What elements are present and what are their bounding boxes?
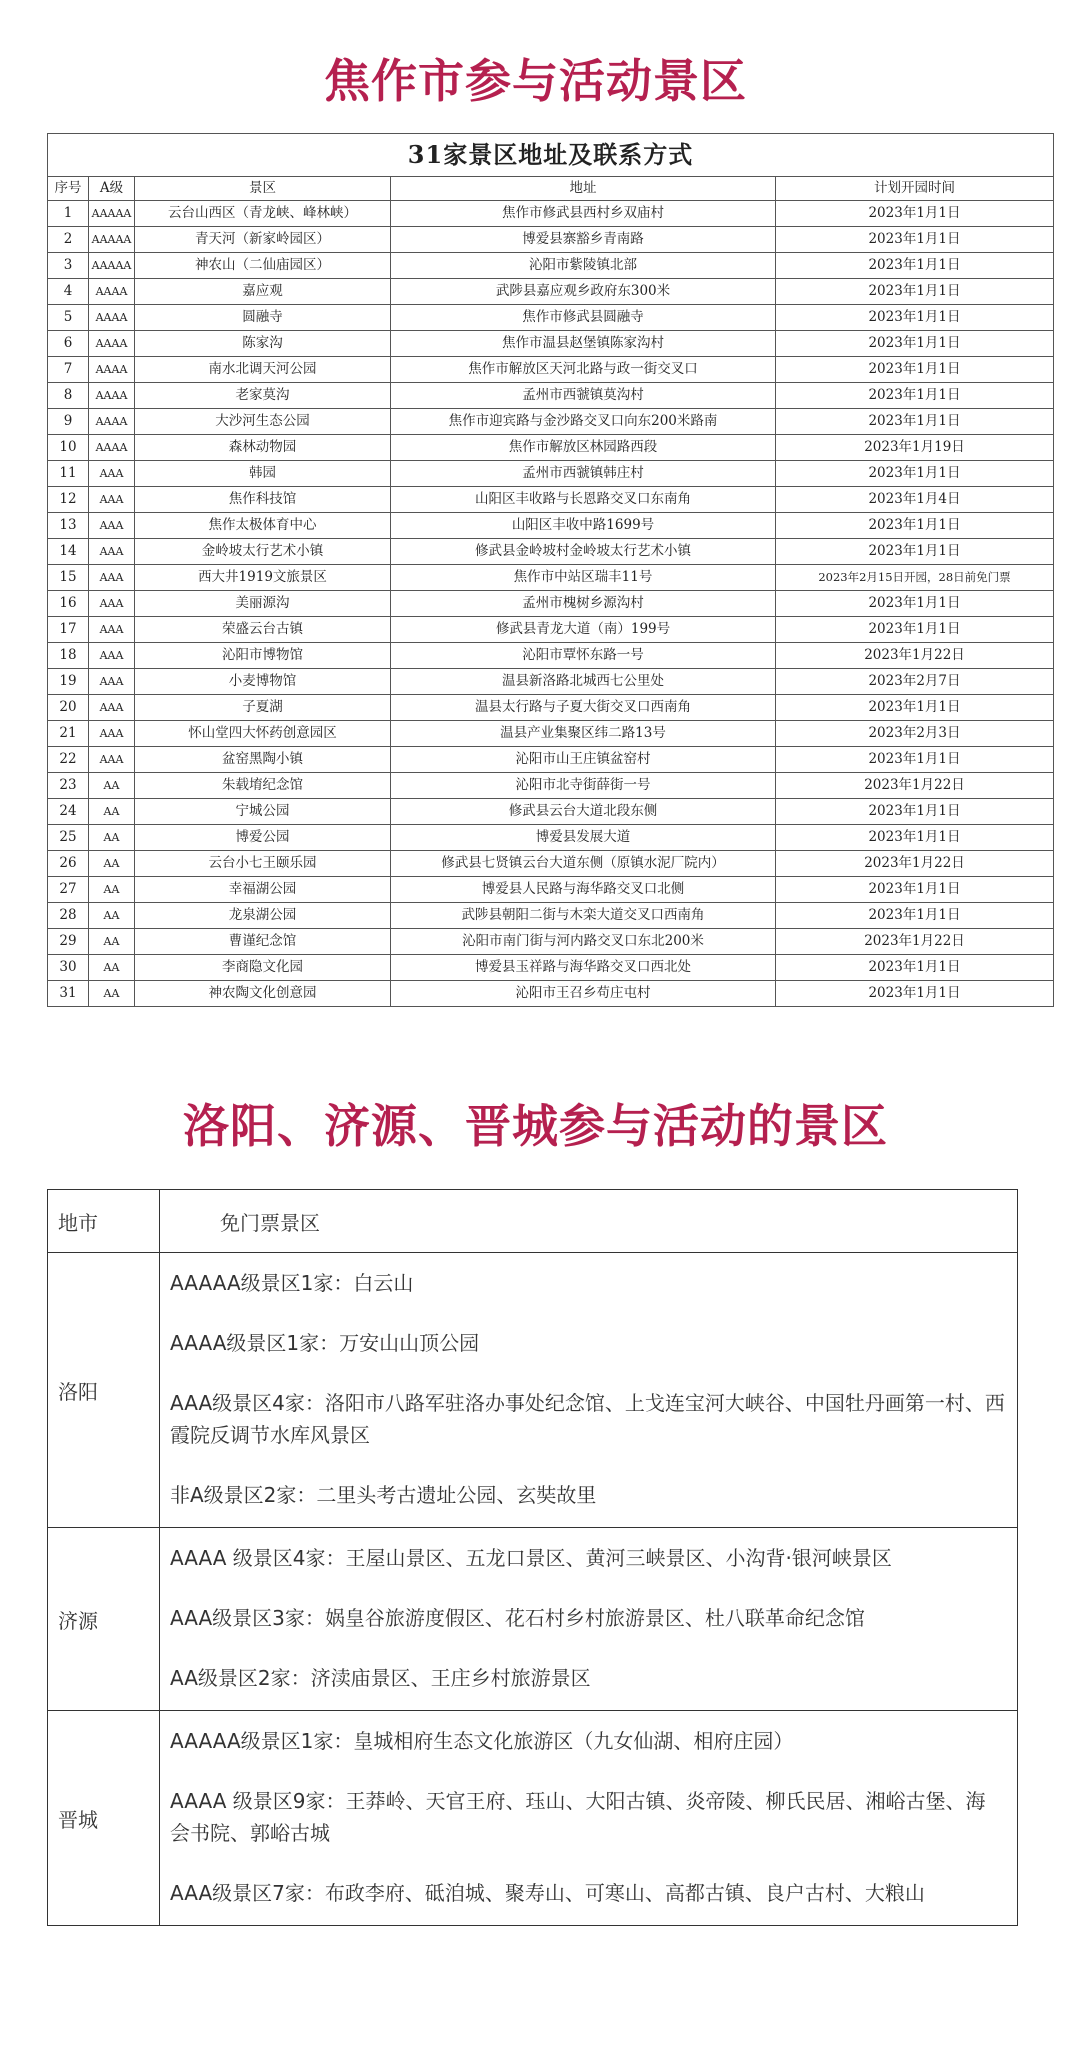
scenic-level-line: AAAA 级景区4家：王屋山景区、五龙口景区、黄河三峡景区、小沟背·银河峡景区 [170,1546,892,1570]
opening-date: 2023年1月1日 [776,799,1054,825]
opening-date: 2023年1月1日 [776,331,1054,357]
row-number: 28 [48,903,89,929]
opening-date: 2023年1月1日 [776,409,1054,435]
address: 焦作市温县赵堡镇陈家沟村 [391,331,776,357]
table-row [48,305,1054,331]
opening-date: 2023年1月1日 [776,617,1054,643]
address: 武陟县朝阳二街与木栾大道交叉口西南角 [391,903,776,929]
a-level: AAAA [89,357,135,383]
row-number: 12 [48,487,89,513]
table-header-row [48,177,1054,201]
scenic-level-line: AAAA 级景区9家：王莽岭、天官王府、珏山、大阳古镇、炎帝陵、柳氏民居、湘峪古堡、海会书院、郭峪古城 [170,1789,986,1845]
header-city: 地市 [48,1190,160,1253]
opening-date: 2023年1月1日 [776,695,1054,721]
row-number: 27 [48,877,89,903]
scenic-name: 神农陶文化创意园 [135,981,391,1007]
opening-date: 2023年2月7日 [776,669,1054,695]
row-number: 15 [48,565,89,591]
scenic-name: 子夏湖 [135,695,391,721]
address: 温县太行路与子夏大街交叉口西南角 [391,695,776,721]
row-number: 6 [48,331,89,357]
opening-date: 2023年1月1日 [776,227,1054,253]
header-cell: 序号 [48,177,89,201]
scenic-name: 青天河（新家岭园区） [135,227,391,253]
scenic-level-line: AAA级景区3家：娲皇谷旅游度假区、花石村乡村旅游景区、杜八联革命纪念馆 [170,1606,865,1630]
a-level: AAA [89,695,135,721]
opening-date: 2023年1月1日 [776,825,1054,851]
a-level: AAAA [89,279,135,305]
row-number: 2 [48,227,89,253]
header-cell: A级 [89,177,135,201]
page-title-jiaozuo: 焦作市参与活动景区 [324,54,747,108]
scenic-level-line: 非A级景区2家：二里头考古遗址公园、玄奘故里 [170,1483,597,1507]
address: 温县新洛路北城西七公里处 [391,669,776,695]
scenic-name: 焦作太极体育中心 [135,513,391,539]
a-level: AA [89,981,135,1007]
scenic-name: 大沙河生态公园 [135,409,391,435]
scenic-level-line: AAAA级景区1家：万安山山顶公园 [170,1331,480,1355]
address: 孟州市西虢镇韩庄村 [391,461,776,487]
opening-date: 2023年1月1日 [776,747,1054,773]
scenic-name: 神农山（二仙庙园区） [135,253,391,279]
table-row [48,435,1054,461]
table-row [48,513,1054,539]
address: 武陟县嘉应观乡政府东300米 [391,279,776,305]
city-row [48,1528,1018,1711]
row-number: 31 [48,981,89,1007]
table-row [48,643,1054,669]
row-number: 4 [48,279,89,305]
table-row [48,721,1054,747]
a-level: AAAA [89,409,135,435]
row-number: 14 [48,539,89,565]
scenic-level-line: AA级景区2家：济渎庙景区、王庄乡村旅游景区 [170,1666,591,1690]
city-name: 洛阳 [48,1253,160,1528]
table-row [48,565,1054,591]
header-free-spots: 免门票景区 [160,1190,1018,1253]
a-level: AA [89,825,135,851]
jiaozuo-scenic-table [47,133,1054,1007]
a-level: AAAA [89,383,135,409]
row-number: 22 [48,747,89,773]
row-number: 7 [48,357,89,383]
a-level: AAA [89,617,135,643]
a-level: AA [89,929,135,955]
scenic-name: 曹谨纪念馆 [135,929,391,955]
a-level: AAAAA [89,201,135,227]
table-row [48,279,1054,305]
table-row [48,461,1054,487]
a-level: AAA [89,565,135,591]
row-number: 25 [48,825,89,851]
page-title-luoyang-jiyuan-jincheng: 洛阳、济源、晋城参与活动的景区 [183,1099,888,1153]
address: 博爱县发展大道 [391,825,776,851]
city-name: 济源 [48,1528,160,1711]
table-row [48,591,1054,617]
row-number: 21 [48,721,89,747]
scenic-name: 荣盛云台古镇 [135,617,391,643]
address: 孟州市西虢镇莫沟村 [391,383,776,409]
address: 孟州市槐树乡源沟村 [391,591,776,617]
scenic-level-line: AAAAA级景区1家：皇城相府生态文化旅游区（九女仙湖、相府庄园） [170,1729,794,1753]
address: 修武县七贤镇云台大道东侧（原镇水泥厂院内） [391,851,776,877]
row-number: 18 [48,643,89,669]
address: 博爱县玉祥路与海华路交叉口西北处 [391,955,776,981]
opening-date: 2023年1月1日 [776,877,1054,903]
opening-date: 2023年1月22日 [776,929,1054,955]
row-number: 10 [48,435,89,461]
table-row [48,695,1054,721]
scenic-name: 陈家沟 [135,331,391,357]
row-number: 11 [48,461,89,487]
address: 修武县青龙大道（南）199号 [391,617,776,643]
row-number: 13 [48,513,89,539]
address: 沁阳市北寺街薛街一号 [391,773,776,799]
a-level: AAA [89,669,135,695]
table-row [48,357,1054,383]
table-row [48,955,1054,981]
a-level: AA [89,903,135,929]
row-number: 1 [48,201,89,227]
city-row [48,1711,1018,1926]
row-number: 23 [48,773,89,799]
scenic-name: 金岭坡太行艺术小镇 [135,539,391,565]
a-level: AAA [89,487,135,513]
address: 沁阳市南门街与河内路交叉口东北200米 [391,929,776,955]
a-level: AAA [89,643,135,669]
scenic-level-line: AAA级景区4家：洛阳市八路军驻洛办事处纪念馆、上戈连宝河大峡谷、中国牡丹画第一村、西霞院反调节水库风景区 [170,1391,1005,1447]
scenic-name: 朱载堉纪念馆 [135,773,391,799]
scenic-name: 圆融寺 [135,305,391,331]
address: 修武县金岭坡村金岭坡太行艺术小镇 [391,539,776,565]
table-caption: 31家景区地址及联系方式 [48,134,1054,177]
a-level: AA [89,877,135,903]
table-row [48,487,1054,513]
scenic-name: 李商隐文化园 [135,955,391,981]
scenic-level-line: AAAAA级景区1家：白云山 [170,1271,414,1295]
opening-date: 2023年1月1日 [776,903,1054,929]
address: 焦作市迎宾路与金沙路交叉口向东200米路南 [391,409,776,435]
scenic-name: 云台山西区（青龙峡、峰林峡） [135,201,391,227]
address: 温县产业集聚区纬二路13号 [391,721,776,747]
table-row [48,383,1054,409]
row-number: 17 [48,617,89,643]
address: 焦作市中站区瑞丰11号 [391,565,776,591]
address: 修武县云台大道北段东侧 [391,799,776,825]
scenic-name: 幸福湖公园 [135,877,391,903]
a-level: AAA [89,539,135,565]
address: 沁阳市山王庄镇盆窑村 [391,747,776,773]
opening-date: 2023年2月15日开园，28日前免门票 [776,565,1054,591]
scenic-name: 美丽源沟 [135,591,391,617]
row-number: 29 [48,929,89,955]
scenic-name: 宁城公园 [135,799,391,825]
table-row [48,981,1054,1007]
address: 博爱县人民路与海华路交叉口北侧 [391,877,776,903]
scenic-name: 沁阳市博物馆 [135,643,391,669]
address: 山阳区丰收中路1699号 [391,513,776,539]
row-number: 8 [48,383,89,409]
scenic-name: 韩园 [135,461,391,487]
a-level: AA [89,955,135,981]
opening-date: 2023年1月1日 [776,305,1054,331]
address: 焦作市解放区林园路西段 [391,435,776,461]
opening-date: 2023年2月3日 [776,721,1054,747]
row-number: 3 [48,253,89,279]
opening-date: 2023年1月1日 [776,357,1054,383]
scenic-name: 森林动物园 [135,435,391,461]
opening-date: 2023年1月1日 [776,253,1054,279]
address: 博爱县寨豁乡青南路 [391,227,776,253]
a-level: AAA [89,513,135,539]
table-row [48,539,1054,565]
a-level: AAA [89,747,135,773]
address: 沁阳市紫陵镇北部 [391,253,776,279]
scenic-name: 云台小七王颐乐园 [135,851,391,877]
table-row [48,227,1054,253]
address: 焦作市修武县圆融寺 [391,305,776,331]
opening-date: 2023年1月1日 [776,513,1054,539]
opening-date: 2023年1月1日 [776,461,1054,487]
row-number: 20 [48,695,89,721]
regional-scenic-table [47,1189,1018,1926]
scenic-name: 盆窑黑陶小镇 [135,747,391,773]
opening-date: 2023年1月22日 [776,643,1054,669]
opening-date: 2023年1月22日 [776,851,1054,877]
table-row [48,929,1054,955]
table-row [48,409,1054,435]
scenic-name: 怀山堂四大怀药创意园区 [135,721,391,747]
city-row [48,1253,1018,1528]
a-level: AA [89,773,135,799]
row-number: 24 [48,799,89,825]
scenic-name: 南水北调天河公园 [135,357,391,383]
row-number: 9 [48,409,89,435]
scenic-name: 西大井1919文旅景区 [135,565,391,591]
a-level: AA [89,799,135,825]
opening-date: 2023年1月1日 [776,591,1054,617]
address: 焦作市修武县西村乡双庙村 [391,201,776,227]
opening-date: 2023年1月1日 [776,981,1054,1007]
table-row [48,331,1054,357]
scenic-name: 焦作科技馆 [135,487,391,513]
table-row [48,773,1054,799]
a-level: AAAAA [89,227,135,253]
table-row [48,877,1054,903]
opening-date: 2023年1月1日 [776,539,1054,565]
table-row [48,253,1054,279]
scenic-name: 博爱公园 [135,825,391,851]
opening-date: 2023年1月1日 [776,201,1054,227]
scenic-name: 嘉应观 [135,279,391,305]
scenic-name: 龙泉湖公园 [135,903,391,929]
row-number: 19 [48,669,89,695]
a-level: AAAAA [89,253,135,279]
city-scenic-list [160,1528,1018,1711]
scenic-name: 老家莫沟 [135,383,391,409]
header-cell: 地址 [391,177,776,201]
address: 焦作市解放区天河北路与政一街交叉口 [391,357,776,383]
table-row [48,799,1054,825]
opening-date: 2023年1月1日 [776,383,1054,409]
table-row [48,201,1054,227]
a-level: AA [89,851,135,877]
header-cell: 计划开园时间 [776,177,1054,201]
table-row [48,747,1054,773]
table-row [48,825,1054,851]
opening-date: 2023年1月4日 [776,487,1054,513]
city-scenic-list [160,1253,1018,1528]
row-number: 16 [48,591,89,617]
table-row [48,851,1054,877]
header-cell: 景区 [135,177,391,201]
opening-date: 2023年1月22日 [776,773,1054,799]
a-level: AAAA [89,331,135,357]
a-level: AAAA [89,305,135,331]
a-level: AAAA [89,435,135,461]
a-level: AAA [89,591,135,617]
row-number: 5 [48,305,89,331]
opening-date: 2023年1月19日 [776,435,1054,461]
scenic-level-line: AAA级景区7家：布政李府、砥洎城、聚寿山、可寒山、高都古镇、良户古村、大粮山 [170,1881,925,1905]
table-row [48,903,1054,929]
opening-date: 2023年1月1日 [776,279,1054,305]
table-row [48,617,1054,643]
row-number: 26 [48,851,89,877]
a-level: AAA [89,461,135,487]
address: 沁阳市覃怀东路一号 [391,643,776,669]
scenic-name: 小麦博物馆 [135,669,391,695]
address: 山阳区丰收路与长恩路交叉口东南角 [391,487,776,513]
city-scenic-list [160,1711,1018,1926]
a-level: AAA [89,721,135,747]
table-row [48,669,1054,695]
city-name: 晋城 [48,1711,160,1926]
opening-date: 2023年1月1日 [776,955,1054,981]
address: 沁阳市王召乡苟庄屯村 [391,981,776,1007]
row-number: 30 [48,955,89,981]
